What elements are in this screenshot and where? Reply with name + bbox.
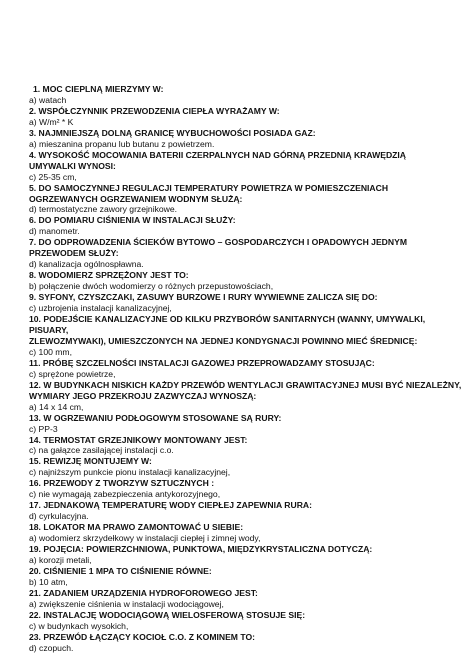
question-text: 8. WODOMIERZ SPRZĘŻONY JEST TO: [29,270,189,281]
question-text: 17. JEDNAKOWĄ TEMPERATURĘ WODY CIEPŁEJ ZAPEWNIA RURA: [29,500,312,511]
question-text: PRZEWODEM SŁUŻY: [29,248,119,259]
question-text: 2. WSPÓŁCZYNNIK PRZEWODZENIA CIEPŁA WYRAŻAMY W: [29,105,280,116]
question-text: 13. W OGRZEWANIU PODŁOGOWYM STOSOWANE SĄ RURY: [29,412,282,423]
answer-text: a) watach [29,94,67,105]
answer-text: c) w budynkach wysokich, [29,620,129,631]
question-text: 3. NAJMNIEJSZĄ DOLNĄ GRANICĘ WYBUCHOWOŚCI POSIADA GAZ: [29,127,316,138]
answer-text: d) cyrkulacyjna. [29,511,89,522]
question-text: 23. PRZEWÓD ŁĄCZĄCY KOCIOŁ C.O. Z KOMINEM TO: [29,631,255,642]
answer-text: d) termostatyczne zawory grzejnikowe. [29,204,178,215]
question-text: 16. PRZEWODY Z TWORZYW SZTUCZNYCH : [29,478,215,489]
question-text: 7. DO ODPROWADZENIA ŚCIEKÓW BYTOWO – GOSPODARCZYCH I OPADOWYCH JEDNYM [29,237,407,248]
answer-text: d) czopuch. [29,642,74,653]
answer-text: c) 100 mm, [29,346,72,357]
answer-text: a) 14 x 14 cm, [29,401,84,412]
answer-text: c) PP-3 [29,423,58,434]
question-text: 14. TERMOSTAT GRZEJNIKOWY MONTOWANY JEST: [29,434,248,445]
answer-text: c) najniższym punkcie pionu instalacji kanalizacyjnej, [29,467,231,478]
question-text: OGRZEWANYCH OGRZEWANIEM WODNYM SŁUŻĄ: [29,193,243,204]
answer-text: c) uzbrojenia instalacji kanalizacyjnej, [29,303,172,314]
answer-text: d) manometr. [29,226,80,237]
answer-text: c) sprężone powietrze, [29,368,116,379]
answer-text: d) kanalizacja ogólnospławna. [29,259,144,270]
answer-text: b) 10 atm, [29,576,68,587]
answer-text: c) nie wymagają zabezpieczenia antykorozyjnego, [29,489,221,500]
answer-text: a) mieszanina propanu lub butanu z powietrzem. [29,138,215,149]
question-text: 4. WYSOKOŚĆ MOCOWANIA BATERII CZERPALNYCH NAD GÓRNĄ PRZEDNIĄ KRAWĘDZIĄ [29,149,407,160]
answer-text: a) zwiększenie ciśnienia w instalacji wodociągowej, [29,598,224,609]
answer-text: a) korozji metali, [29,554,92,565]
question-text: 15. REWIZJĘ MONTUJEMY W: [29,456,152,467]
question-text: 21. ZADANIEM URZĄDZENIA HYDROFOROWEGO JEST: [29,587,258,598]
question-text: 1. MOC CIEPLNĄ MIERZYMY W: [33,84,164,94]
question-text: 22. INSTALACJĘ WODOCIĄGOWĄ WIELOSFEROWĄ STOSUJE SIĘ: [29,609,306,620]
question-text: 18. LOKATOR MA PRAWO ZAMONTOWAĆ U SIEBIE: [29,522,244,533]
question-text: UMYWALKI WYNOSI: [29,160,116,171]
answer-text: a) W/m² * K [29,116,74,127]
question-text: ZLEWOZMYWAKI), UMIESZCZONYCH NA JEDNEJ KONDYGNACJI POWINNO MIEĆ ŚREDNICĘ: [29,335,418,346]
answer-text: c) 25-35 cm, [29,171,77,182]
answer-text: a) wodomierz skrzydełkowy w instalacji ciepłej i zimnej wody, [29,533,261,544]
question-text: 10. PODEJŚCIE KANALIZACYJNE OD KILKU PRZYBORÓW SANITARNYCH (WANNY, UMYWALKI, [29,314,426,325]
answer-text: b) połączenie dwóch wodomierzy o różnych przepustowościach, [29,281,274,292]
question-text: 19. POJĘCIA: POWIERZCHNIOWA, PUNKTOWA, MIĘDZYKRYSTALICZNA DOTYCZĄ: [29,544,373,555]
answer-text: c) na gałązce zasilającej instalacji c.o. [29,445,174,456]
question-text: 6. DO POMIARU CIŚNIENIA W INSTALACJI SŁUŻY: [29,215,236,226]
question-text: 12. W BUDYNKACH NISKICH KAŻDY PRZEWÓD WENTYLACJI GRAWITACYJNEJ MUSI BYĆ NIEZALEŻNY, [29,379,462,390]
question-text: PISUARY, [29,324,69,335]
question-text: WYMIARY JEGO PRZEKROJU ZAZWYCZAJ WYNOSZĄ: [29,390,257,401]
question-text: 11. PRÓBĘ SZCZELNOŚCI INSTALACJI GAZOWEJ PRZEPROWADZAMY STOSUJĄC: [29,357,375,368]
question-text: 5. DO SAMOCZYNNEJ REGULACJI TEMPERATURY POWIETRZA W POMIESZCZENIACH [29,182,389,193]
question-text: 9. SYFONY, CZYSZCZAKI, ZASUWY BURZOWE I RURY WYWIEWNE ZALICZA SIĘ DO: [29,292,378,303]
question-text: 20. CIŚNIENIE 1 MPA TO CIŚNIENIE RÓWNE: [29,565,212,576]
